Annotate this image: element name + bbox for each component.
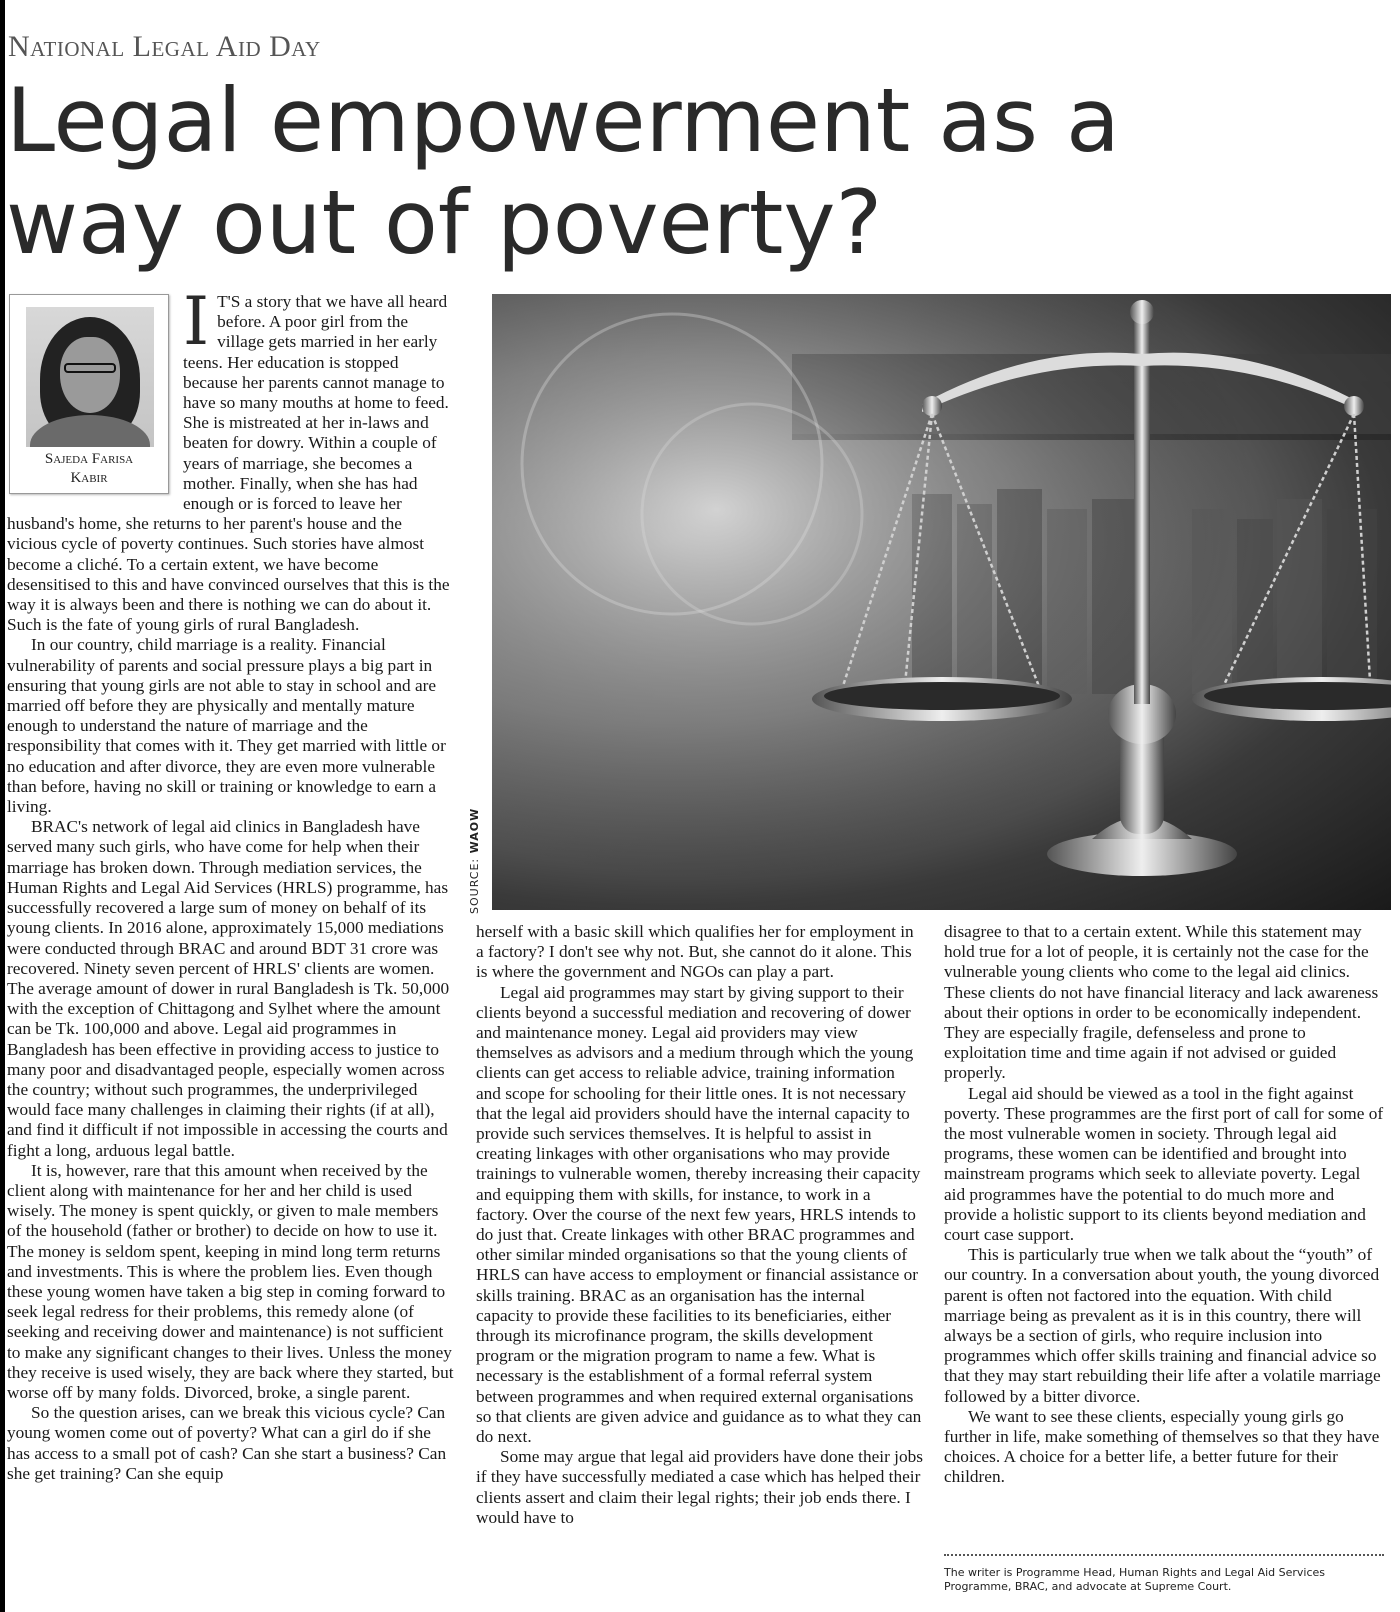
photo-credit-name: WAOW — [468, 807, 481, 854]
paragraph-1-text: T'S a story that we have all heard before. A poor girl from the village gets married in her early teens. Her education is stopped because her parents cannot manage to have so many mouths at home to feed. She is mistreated at her in-laws and beaten for dowry. Within a couple of years of marriage, she becomes a mother. Finally, when she has had enough or is forced to leave her husband's home, she returns to her parent's house and the vicious cycle of poverty continues. Such stories have almost become a cliché. To a certain extent, we have become desensitised to this and have convinced ourselves that this is the way it is always been and there is nothing we can do about it. Such is the fate of young girls of rural Bangladesh. — [7, 292, 450, 635]
drop-cap: I — [183, 283, 210, 360]
author-box — [9, 294, 169, 494]
left-margin-rule — [0, 0, 5, 1612]
author-name — [10, 450, 168, 488]
glasses-icon — [64, 363, 116, 373]
scales-of-justice-photo — [492, 294, 1391, 910]
article-column-3 — [944, 922, 1384, 1488]
paragraph-4: It is, however, rare that this amount when received by the client along with maintenance for her and her child is used wisely. The money is spent quickly, or given to male members of the household (father or brother) to decide on how to use it. The money is seldom spent, keeping in mind long term returns and investments. This is where the problem lies. Even though these young women have taken a big step in coming forward to seek legal redress for their problems, this remedy alone (of seeking and receiving dower and maintenance) is not sufficient to make any significant changes to their lives. Unless the money they receive is used wisely, they are back where they started, but worse off by many folds. Divorced, broke, a single parent. — [7, 1160, 454, 1402]
section-kicker: National Legal Aid Day — [8, 30, 321, 63]
paragraph-10: Legal aid should be viewed as a tool in the fight against poverty. These programmes are the first port of call for some of the most vulnerable women in society. Through legal aid programs, these women can be identified and brought into mainstream programs which seek to alleviate poverty. Legal aid programmes have the potential to do much more and provide a holistic support to its clients beyond mediation and court case support. — [944, 1083, 1384, 1245]
author-name-line2: Kabir — [70, 470, 108, 486]
paragraph-12: We want to see these clients, especially young girls go further in life, make something of themselves so that they have choices. A choice for a better life, a better future for their children. — [944, 1406, 1380, 1487]
photo-credit — [468, 808, 481, 914]
headline: Legal empowerment as a way out of poverty? — [6, 69, 1120, 274]
author-portrait — [26, 307, 154, 447]
paragraph-6: herself with a basic skill which qualifies her for employment in a factory? I don't see why not. But, she cannot do it alone. This is where the government and NGOs can play a part. — [476, 922, 914, 982]
paragraph-5: So the question arises, can we break this vicious cycle? Can young women come out of poverty? What can a girl do if she has access to a small pot of cash? Can she start a business? Can she get training? Can she equip — [7, 1403, 447, 1483]
scales-of-justice-icon — [492, 294, 1391, 910]
author-name-line1: Sajeda Farisa — [44, 451, 134, 467]
article-column-2 — [476, 922, 924, 1528]
paragraph-7: Legal aid programmes may start by giving support to their clients beyond a successful mediation and recovering of dower and maintenance money. Legal aid providers may view themselves as advisors and a medium through which the young clients can get access to reliable advice, training information and scope for schooling for their little ones. It is not necessary that the legal aid providers should have the internal capacity to provide such services themselves. It is helpful to assist in creating linkages with other organisations who may provide trainings to vulnerable women, thereby increasing their capacity and equipping them with skills, for instance, to work in a factory. Over the course of the next few years, HRLS intends to do just that. Create linkages with other BRAC programmes and other similar minded organisations so that the young clients of HRLS can have access to employment or financial assistance or skills training. BRAC as an organisation has the internal capacity to provide these facilities to its beneficiaries, either through its microfinance program, the skills development program or the migration program to name a few. What is necessary is the establishment of a formal referral system between programmes and when required external organisations so that clients are given advice and guidance as to what they can do next. — [476, 982, 922, 1447]
paragraph-11: This is particularly true when we talk about the “youth” of our country. In a conversation about youth, the young divorced parent is often not factored into the equation. With child marriage being as prevalent as it is in this country, there will always be a section of girls, who require inclusion into programmes which offer skills training and financial advice so that they may start rebuilding their life after a volatile marriage followed by a bitter divorce. — [944, 1245, 1381, 1406]
paragraph-9: disagree to that to a certain extent. While this statement may hold true for a lot of people, it is certainly not the case for the vulnerable young clients who come to the legal aid clinics. These clients do not have financial literacy and lack awareness about their options in order to be economically independent. They are especially fragile, defenseless and prone to exploitation time and time again if not advised or guided properly. — [944, 922, 1379, 1083]
author-footnote: The writer is Programme Head, Human Rights and Legal Aid Services Programme, BRAC, and advocate at Supreme Court. — [944, 1566, 1326, 1593]
footnote-divider — [944, 1554, 1384, 1556]
paragraph-3: BRAC's network of legal aid clinics in Bangladesh have served many such girls, who have come for help when their marriage has broken down. Through mediation services, the Human Rights and Legal Aid Services (HRLS) programme, has successfully recovered a large sum of money on behalf of its young clients. In 2016 alone, approximately 15,000 mediations were conducted through BRAC and around BDT 31 crore was recovered. Ninety seven percent of HRLS' clients are women. The average amount of dower in rural Bangladesh is Tk. 50,000 with the exception of Chittagong and Sylhet where the amount can be Tk. 100,000 and above. Legal aid programmes in Bangladesh has been effective in providing access to justice to many poor and disadvantaged people, especially women across the country; without such programmes, the underprivileged would face many challenges in claiming their rights (if at all), and find it difficult if not impossible in accessing the courts and fight a long, arduous legal battle. — [7, 817, 450, 1160]
paragraph-2: In our country, child marriage is a reality. Financial vulnerability of parents and social pressure plays a big part in ensuring that young girls are not able to stay in school and are married off before they are physically and mentally mature enough to understand the nature of marriage and the responsibility that comes with it. They get married with little or no education and after divorce, they are even more vulnerable than before, having no skill or training or knowledge to earn a living. — [7, 635, 446, 817]
article-column-1 — [7, 283, 455, 1484]
photo-credit-prefix: SOURCE: — [468, 853, 481, 914]
paragraph-8: Some may argue that legal aid providers have done their jobs if they have successfully mediated a case which has helped their clients assert and claim their legal rights; their job ends there. I would have to — [476, 1447, 923, 1527]
